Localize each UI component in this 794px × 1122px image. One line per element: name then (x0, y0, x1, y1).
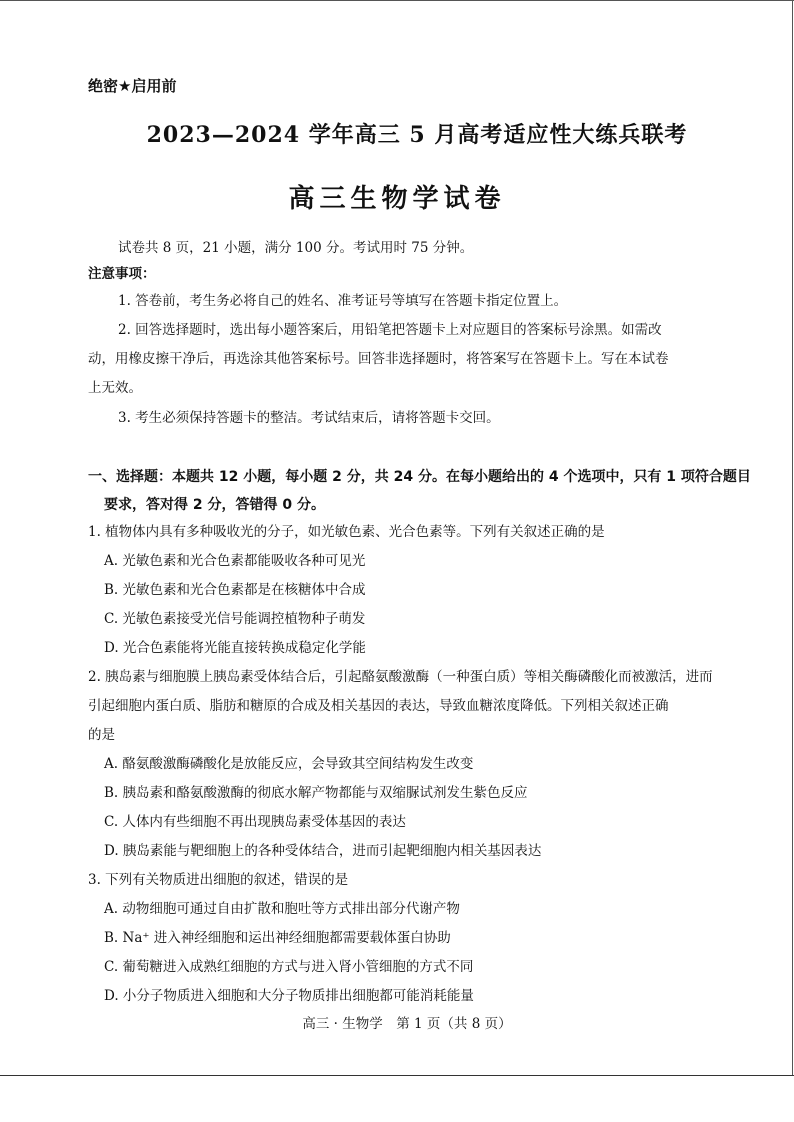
question-1-stem: 1. 植物体内具有多种吸收光的分子，如光敏色素、光合色素等。下列有关叙述正确的是 (88, 524, 605, 540)
exam-summary: 试卷共 8 页，21 小题，满分 100 分。考试用时 75 分钟。 (118, 240, 474, 256)
question-1-option-c: C. 光敏色素接受光信号能调控植物种子萌发 (104, 611, 366, 627)
subject-title: 高三生物学试卷 (288, 184, 506, 214)
question-2-option-d: D. 胰岛素能与靶细胞上的各种受体结合，进而引起靶细胞内相关基因表达 (104, 843, 542, 859)
section-heading: 一、选择题：本题共 12 小题，每小题 2 分，共 24 分。在每小题给出的 4 个选项中，只有 1 项符合题目 (88, 469, 751, 485)
question-3-option-b: B. Na⁺ 进入神经细胞和运出神经细胞都需要载体蛋白协助 (104, 930, 451, 946)
question-1-option-a: A. 光敏色素和光合色素都能吸收各种可见光 (104, 553, 366, 569)
page-border-right (792, 0, 793, 1075)
confidential-label: 绝密★启用前 (88, 77, 177, 95)
question-2-stem-end: 的是 (88, 727, 115, 743)
question-1-option-b: B. 光敏色素和光合色素都是在核糖体中合成 (104, 582, 366, 598)
notice-heading: 注意事项： (88, 266, 156, 282)
page-border-bottom (0, 1075, 794, 1076)
notice-item-2-end: 上无效。 (88, 380, 142, 396)
question-3-stem: 3. 下列有关物质进出细胞的叙述，错误的是 (88, 872, 349, 888)
page-footer: 高三 · 生物学 第 1 页（共 8 页） (302, 1016, 512, 1032)
notice-item-2: 2. 回答选择题时，选出每小题答案后，用铅笔把答题卡上对应题目的答案标号涂黑。如需改 (118, 322, 662, 338)
exam-title: 2023—2024 学年高三 5 月高考适应性大练兵联考 (146, 122, 688, 148)
question-2-stem: 2. 胰岛素与细胞膜上胰岛素受体结合后，引起酪氨酸激酶（一种蛋白质）等相关酶磷酸化而被激活，进而 (88, 669, 713, 685)
question-2-option-a: A. 酪氨酸激酶磷酸化是放能反应，会导致其空间结构发生改变 (104, 756, 474, 772)
question-2-stem-cont: 引起细胞内蛋白质、脂肪和糖原的合成及相关基因的表达，导致血糖浓度降低。下列相关叙述正确 (88, 698, 669, 714)
section-heading-cont: 要求，答对得 2 分，答错得 0 分。 (104, 497, 325, 513)
question-2-option-c: C. 人体内有些细胞不再出现胰岛素受体基因的表达 (104, 814, 406, 830)
notice-item-2-cont: 动，用橡皮擦干净后，再选涂其他答案标号。回答非选择题时，将答案写在答题卡上。写在本试卷 (88, 351, 669, 367)
notice-item-3: 3. 考生必须保持答题卡的整洁。考试结束后，请将答题卡交回。 (118, 410, 500, 426)
question-2-option-b: B. 胰岛素和酪氨酸激酶的彻底水解产物都能与双缩脲试剂发生紫色反应 (104, 785, 528, 801)
notice-item-1: 1. 答卷前，考生务必将自己的姓名、准考证号等填写在答题卡指定位置上。 (118, 293, 568, 309)
question-3-option-a: A. 动物细胞可通过自由扩散和胞吐等方式排出部分代谢产物 (104, 901, 460, 917)
question-3-option-d: D. 小分子物质进入细胞和大分子物质排出细胞都可能消耗能量 (104, 988, 474, 1004)
page-border-top (0, 0, 794, 1)
question-1-option-d: D. 光合色素能将光能直接转换成稳定化学能 (104, 640, 366, 656)
question-3-option-c: C. 葡萄糖进入成熟红细胞的方式与进入肾小管细胞的方式不同 (104, 959, 474, 975)
